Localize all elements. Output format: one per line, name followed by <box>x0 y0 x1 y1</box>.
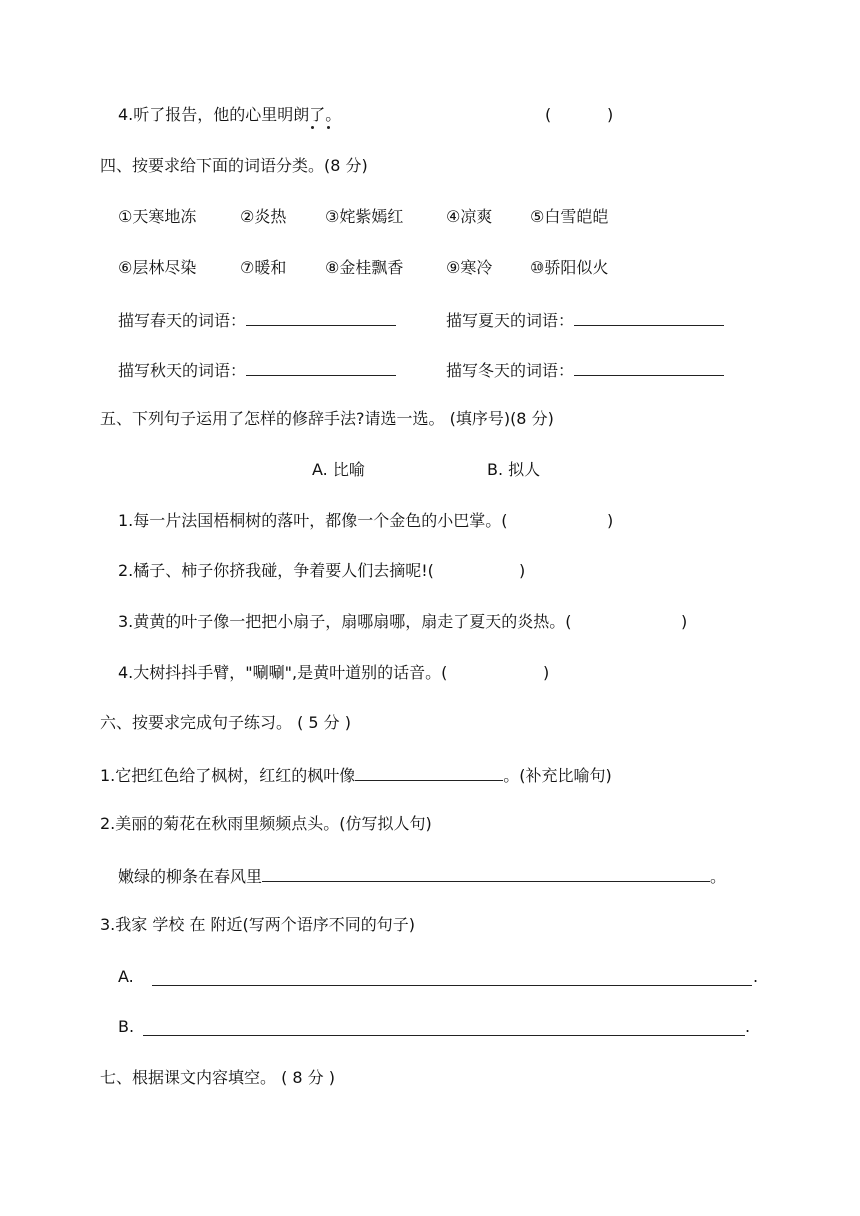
section-7-title: 七、根据课文内容填空。 ( 8 分 ) <box>100 1068 336 1087</box>
answer-paren-close: ) <box>681 612 688 631</box>
end-period: . <box>753 967 759 986</box>
emphasis-dot <box>327 126 330 129</box>
answer-paren-open: ( <box>545 105 552 124</box>
answer-paren-close: ) <box>607 511 614 530</box>
option-a: A. 比喻 <box>312 460 365 479</box>
section-6-title: 六、按要求完成句子练习。 ( 5 分 ) <box>100 713 352 732</box>
autumn-words-row: 描写秋天的词语： <box>118 358 396 382</box>
rhetoric-item-4: 4.大树抖抖手臂，"唰唰",是黄叶道别的话音。( <box>118 663 448 682</box>
winter-words-blank[interactable] <box>574 358 724 376</box>
end-period: . <box>745 1017 751 1036</box>
answer-paren-close: ) <box>543 663 550 682</box>
option-b: B. 拟人 <box>487 460 541 479</box>
question-3-4: 4.听了报告，他的心里明朗了。 <box>118 105 342 124</box>
word-item: ③姹紫嫣红 <box>325 207 404 226</box>
summer-words-blank[interactable] <box>574 308 724 326</box>
word-item: ②炎热 <box>240 207 287 226</box>
rhetoric-item-1: 1.每一片法国梧桐树的落叶，都像一个金色的小巴掌。( <box>118 511 508 530</box>
emphasis-dot <box>311 126 314 129</box>
word-item: ⑥层林尽染 <box>118 258 197 277</box>
spring-words-blank[interactable] <box>246 308 396 326</box>
answer-a-blank[interactable] <box>152 968 752 986</box>
sentence-q1: 1.它把红色给了枫树，红红的枫叶像 。(补充比喻句) <box>100 763 612 787</box>
sentence-q2-answer: 嫩绿的柳条在春风里 。 <box>118 864 726 888</box>
autumn-words-blank[interactable] <box>246 358 396 376</box>
sentence-q2: 2.美丽的菊花在秋雨里频频点头。(仿写拟人句) <box>100 814 432 833</box>
rhetoric-item-3: 3.黄黄的叶子像一把把小扇子，扇哪扇哪，扇走了夏天的炎热。( <box>118 612 572 631</box>
sentence-q3: 3.我家 学校 在 附近(写两个语序不同的句子) <box>100 915 416 934</box>
rhetoric-item-2: 2.橘子、柿子你挤我碰，争着要人们去摘呢!( <box>118 561 434 580</box>
answer-paren-close: ) <box>519 561 526 580</box>
simile-blank[interactable] <box>355 763 503 781</box>
personification-blank[interactable] <box>262 864 710 882</box>
word-item: ④凉爽 <box>446 207 493 226</box>
word-item: ⑩骄阳似火 <box>530 258 609 277</box>
word-item: ⑨寒冷 <box>446 258 493 277</box>
answer-a-row: A. <box>118 967 134 986</box>
summer-words-row: 描写夏天的词语： <box>446 308 724 332</box>
answer-b-row: B. <box>118 1017 135 1036</box>
word-item: ⑦暖和 <box>240 258 287 277</box>
answer-paren-close: ) <box>607 105 614 124</box>
word-item: ⑤白雪皑皑 <box>530 207 609 226</box>
winter-words-row: 描写冬天的词语： <box>446 358 724 382</box>
word-item: ⑧金桂飘香 <box>325 258 404 277</box>
word-item: ①天寒地冻 <box>118 207 197 226</box>
section-4-title: 四、按要求给下面的词语分类。(8 分) <box>100 156 368 175</box>
answer-b-blank[interactable] <box>143 1018 745 1036</box>
spring-words-row: 描写春天的词语： <box>118 308 396 332</box>
section-5-title: 五、下列句子运用了怎样的修辞手法?请选一选。 (填序号)(8 分) <box>100 409 554 428</box>
